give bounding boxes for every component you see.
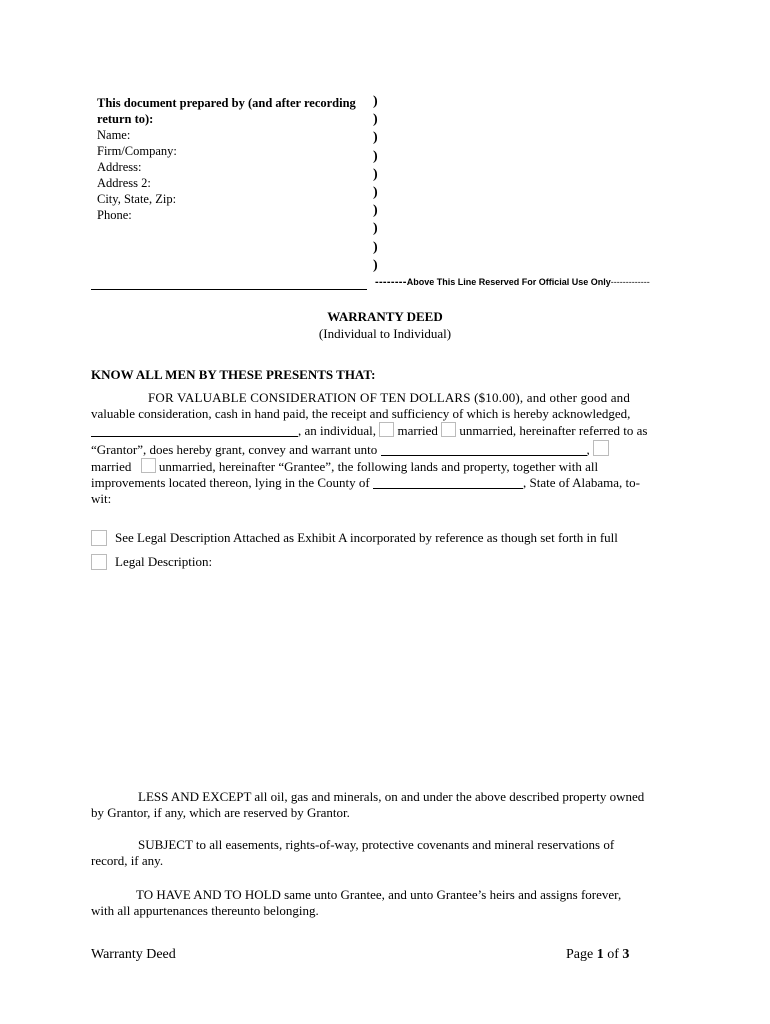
reserved-dashes: --------: [375, 276, 407, 288]
grant-convey-text: “Grantor”, does hereby grant, convey and warrant unto: [91, 441, 378, 457]
grantor-unmarried-label: unmarried, hereinafter referred to as: [459, 423, 648, 439]
subject-to-line-2: record, if any.: [91, 853, 164, 869]
know-all-heading: KNOW ALL MEN BY THESE PRESENTS THAT:: [91, 367, 376, 382]
legal-description-option: [91, 554, 212, 570]
return-to-label: return to):: [97, 112, 154, 126]
grantee-unmarried-checkbox[interactable]: [141, 458, 156, 473]
preparer-block: [97, 95, 367, 223]
legal-description-label: Legal Description:: [115, 554, 213, 569]
consideration-line-2: valuable consideration, cash in hand paid, the receipt and sufficiency of which is hereby acknowledged,: [91, 406, 631, 422]
exhibit-option: [91, 530, 618, 546]
consideration-line-7: wit:: [91, 491, 112, 507]
name-field-label: Name:: [97, 128, 131, 142]
consideration-line-5: [91, 458, 679, 475]
grantee-unmarried-text: unmarried, hereinafter “Grantee”, the following lands and property, together with all: [158, 458, 599, 474]
grantor-married-checkbox[interactable]: [379, 422, 394, 437]
grantee-name-blank[interactable]: [381, 443, 587, 456]
individual-text: , an individual,: [298, 423, 376, 439]
habendum-line-1: TO HAVE AND TO HOLD same unto Grantee, and unto Grantee’s heirs and assigns forever,: [136, 887, 622, 902]
subject-to-line-1: SUBJECT to all easements, rights-of-way, protective covenants and mineral reservations of: [138, 837, 615, 852]
less-except-paragraph: [91, 789, 679, 821]
exhibit-checkbox[interactable]: [91, 530, 107, 546]
consideration-line-6: [91, 475, 679, 491]
phone-field-label: Phone:: [97, 208, 132, 222]
subject-to-paragraph: [91, 837, 679, 869]
reserved-text: Above This Line Reserved For Official Use Only: [406, 277, 611, 287]
of-label: of: [607, 947, 619, 962]
footer-document-name: Warranty Deed: [91, 947, 176, 962]
deed-title: WARRANTY DEED: [327, 309, 443, 324]
firm-field-label: Firm/Company:: [97, 144, 177, 158]
current-page: 1: [596, 947, 604, 962]
habendum-line-2: with all appurtenances thereunto belonging.: [91, 903, 319, 919]
total-pages: 3: [622, 947, 630, 962]
consideration-paragraph: [91, 390, 679, 507]
grantor-name-blank[interactable]: [91, 424, 298, 437]
bracket-column: ) ) ) ) ) ) ) ) ) ): [373, 94, 378, 273]
recording-divider-line: [91, 289, 367, 290]
deed-subtitle: (Individual to Individual): [318, 326, 452, 341]
less-except-line-2: by Grantor, if any, which are reserved by Grantor.: [91, 805, 350, 821]
less-except-line-1: LESS AND EXCEPT all oil, gas and minerals, on and under the above described property owned: [138, 789, 645, 804]
page-label: Page: [566, 947, 594, 962]
reserved-line-note: [375, 276, 650, 288]
state-text: , State of Alabama, to-: [522, 475, 640, 491]
consideration-line-4: [91, 440, 679, 458]
exhibit-label: See Legal Description Attached as Exhibit A incorporated by reference as though set forth in full: [115, 530, 618, 545]
grantor-married-label: married: [397, 423, 438, 439]
county-text: improvements located thereon, lying in the County of: [91, 475, 370, 491]
habendum-paragraph: [91, 887, 679, 919]
grantee-married-label: married: [91, 458, 132, 474]
prepared-by-label: This document prepared by (and after recording: [97, 96, 356, 110]
address-field-label: Address:: [97, 160, 142, 174]
address2-field-label: Address 2:: [97, 176, 151, 190]
consideration-line-3: [91, 422, 679, 439]
city-state-zip-field-label: City, State, Zip:: [97, 192, 177, 206]
grantor-unmarried-checkbox[interactable]: [441, 422, 456, 437]
grantee-married-checkbox[interactable]: [593, 440, 609, 456]
county-blank[interactable]: [373, 476, 523, 489]
legal-description-checkbox[interactable]: [91, 554, 107, 570]
grantee-comma: ,: [586, 441, 590, 457]
footer-page-number: [566, 947, 629, 963]
reserved-tail: -------------: [610, 277, 650, 287]
consideration-line-1: FOR VALUABLE CONSIDERATION OF TEN DOLLARS ($10.00), and other good and: [148, 390, 631, 405]
